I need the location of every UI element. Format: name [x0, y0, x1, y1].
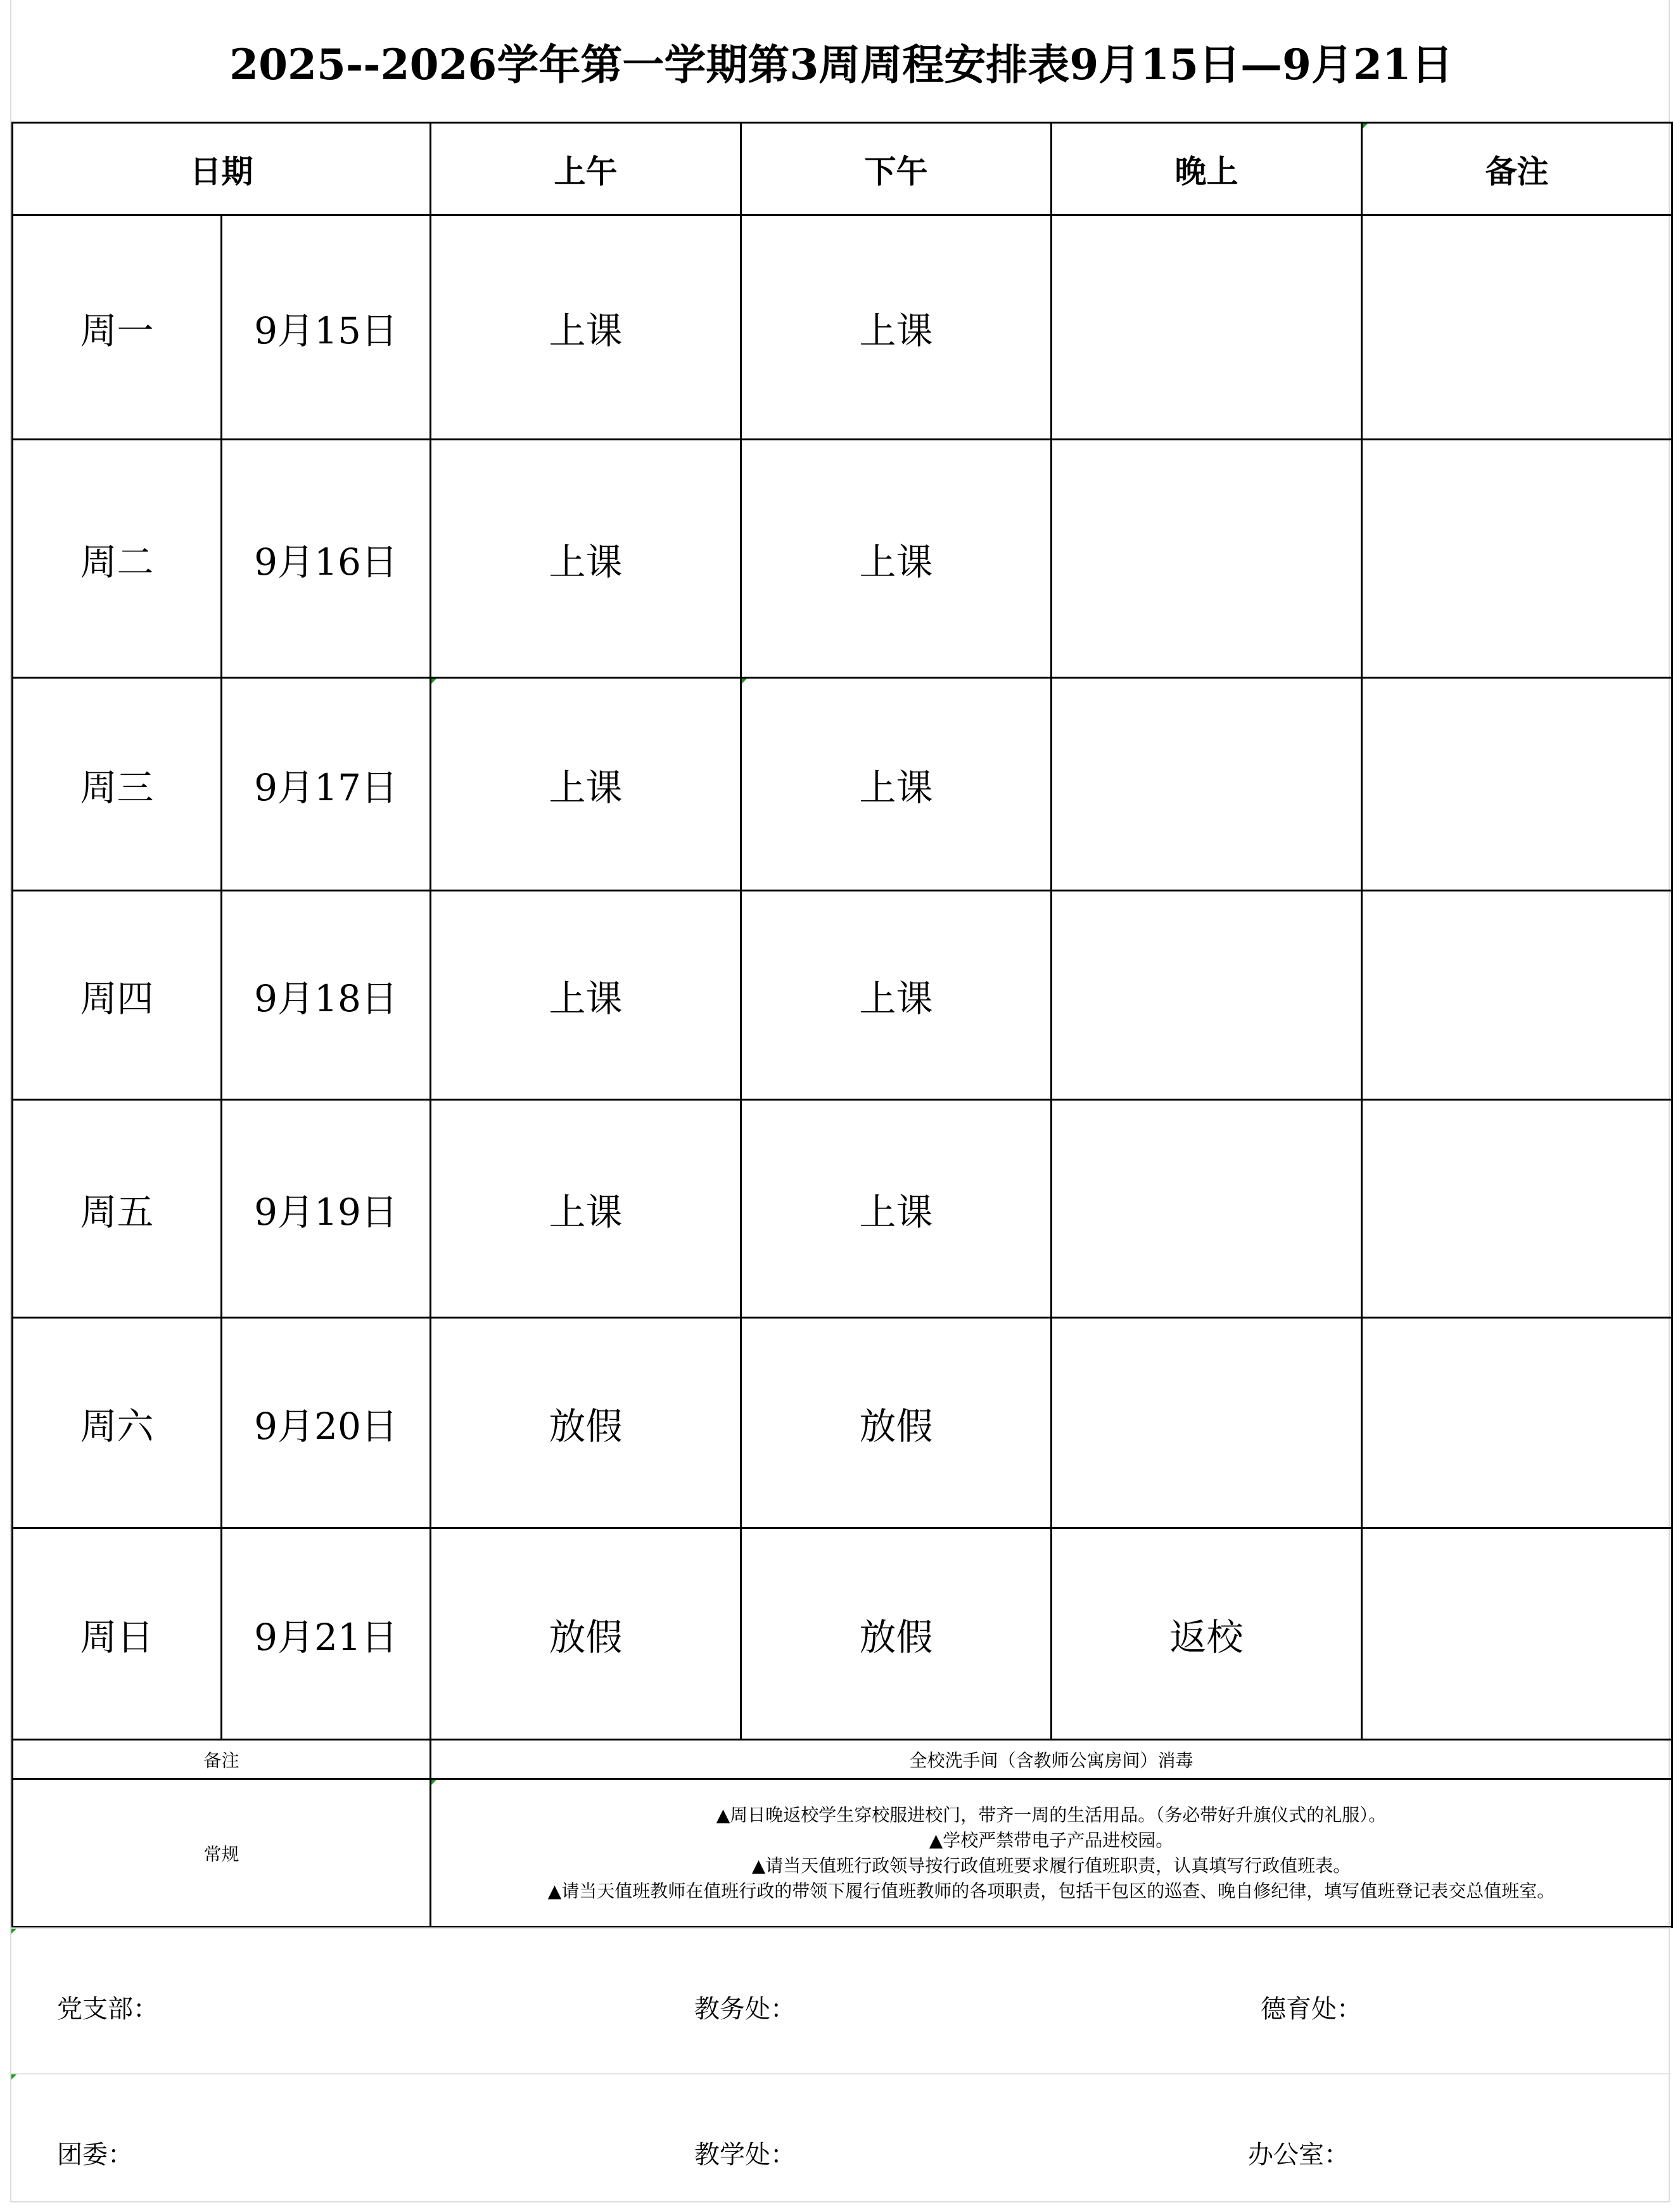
header-evening[interactable]: 晚上	[1052, 123, 1362, 215]
date-cell[interactable]: 9月20日	[222, 1318, 431, 1528]
afternoon-cell[interactable]: 放假	[741, 1528, 1052, 1740]
header-morning[interactable]: 上午	[431, 123, 741, 215]
remarks-cell[interactable]	[1362, 1100, 1672, 1318]
cell-marker	[742, 679, 747, 684]
table-row	[13, 215, 1672, 440]
evening-cell[interactable]	[1052, 440, 1362, 678]
signature-moral-education[interactable]: 德育处：	[1261, 1995, 1362, 2024]
date-cell[interactable]: 9月15日	[222, 215, 431, 440]
rule-line: ▲请当天值班行政领导按行政值班要求履行值班职责，认真填写行政值班表。	[751, 1855, 1351, 1876]
weekday-cell[interactable]: 周六	[13, 1318, 222, 1528]
cell-marker	[11, 1929, 16, 1934]
schedule-sheet	[10, 0, 1670, 2202]
rules-row	[13, 1779, 1672, 1927]
rule-line: ▲周日晚返校学生穿校服进校门，带齐一周的生活用品。（务必带好升旗仪式的礼服）。	[716, 1804, 1387, 1825]
rule-line: ▲学校严禁带电子产品进校园。	[929, 1829, 1174, 1851]
morning-cell[interactable]	[431, 678, 741, 891]
signature-row-1	[11, 1927, 1671, 2074]
remarks-cell[interactable]	[1362, 215, 1672, 440]
evening-cell[interactable]	[1052, 1318, 1362, 1528]
afternoon-cell-text: 上课	[859, 765, 933, 809]
remarks-cell[interactable]	[1362, 1318, 1672, 1528]
table-row	[13, 1528, 1672, 1740]
morning-cell[interactable]: 放假	[431, 1318, 741, 1528]
rules-label[interactable]: 常规	[13, 1779, 431, 1927]
cell-marker	[11, 2074, 16, 2079]
cell-marker	[431, 679, 436, 684]
date-cell[interactable]: 9月21日	[222, 1528, 431, 1740]
morning-cell[interactable]: 上课	[431, 215, 741, 440]
afternoon-cell[interactable]: 上课	[741, 440, 1052, 678]
remarks-cell[interactable]	[1362, 891, 1672, 1100]
signature-academic-affairs[interactable]: 教务处：	[694, 1995, 796, 2024]
header-remarks[interactable]	[1362, 123, 1672, 215]
afternoon-cell[interactable]: 上课	[741, 215, 1052, 440]
signature-youth-league[interactable]: 团委：	[57, 2140, 133, 2169]
afternoon-cell[interactable]	[741, 678, 1052, 891]
remarks-cell[interactable]	[1362, 1528, 1672, 1740]
signature-general-office[interactable]: 办公室：	[1248, 2140, 1349, 2169]
date-cell[interactable]: 9月18日	[222, 891, 431, 1100]
morning-cell-text: 上课	[549, 765, 623, 809]
weekday-cell[interactable]: 周二	[13, 440, 222, 678]
header-row	[13, 123, 1672, 215]
evening-cell[interactable]	[1052, 891, 1362, 1100]
table-row	[13, 891, 1672, 1100]
date-cell[interactable]: 9月16日	[222, 440, 431, 678]
weekday-cell[interactable]: 周一	[13, 215, 222, 440]
remarks-cell[interactable]	[1362, 678, 1672, 891]
notes-label[interactable]: 备注	[13, 1740, 431, 1779]
signature-teaching-office[interactable]: 教学处：	[694, 2140, 796, 2169]
morning-cell[interactable]: 上课	[431, 440, 741, 678]
remarks-cell[interactable]	[1362, 440, 1672, 678]
morning-cell[interactable]: 上课	[431, 891, 741, 1100]
cell-marker	[431, 1780, 436, 1785]
table-row	[13, 1318, 1672, 1528]
morning-cell[interactable]: 放假	[431, 1528, 741, 1740]
afternoon-cell[interactable]: 上课	[741, 1100, 1052, 1318]
afternoon-cell[interactable]: 上课	[741, 891, 1052, 1100]
signature-row-2	[11, 2073, 1671, 2204]
notes-text[interactable]: 全校洗手间（含教师公寓房间）消毒	[431, 1740, 1672, 1779]
header-afternoon[interactable]: 下午	[741, 123, 1052, 215]
rules-list	[431, 1803, 1671, 1904]
date-cell[interactable]: 9月17日	[222, 678, 431, 891]
cell-marker	[1363, 124, 1368, 129]
evening-cell[interactable]	[1052, 215, 1362, 440]
weekday-cell[interactable]: 周五	[13, 1100, 222, 1318]
weekday-cell[interactable]: 周四	[13, 891, 222, 1100]
signature-party-branch[interactable]: 党支部：	[57, 1995, 158, 2024]
table-row	[13, 1100, 1672, 1318]
schedule-table	[11, 122, 1673, 1928]
table-row	[13, 440, 1672, 678]
evening-cell[interactable]: 返校	[1052, 1528, 1362, 1740]
table-row	[13, 678, 1672, 891]
notes-row	[13, 1740, 1672, 1779]
afternoon-cell[interactable]: 放假	[741, 1318, 1052, 1528]
morning-cell[interactable]: 上课	[431, 1100, 741, 1318]
rules-cell[interactable]	[431, 1779, 1672, 1927]
header-date[interactable]: 日期	[13, 123, 431, 215]
weekday-cell[interactable]: 周日	[13, 1528, 222, 1740]
rule-line: ▲请当天值班教师在值班行政的带领下履行值班教师的各项职责，包括干包区的巡查、晚自修纪律，填写值班登记表交总值班室。	[547, 1880, 1555, 1901]
evening-cell[interactable]	[1052, 678, 1362, 891]
header-remarks-label: 备注	[1485, 152, 1549, 190]
evening-cell[interactable]	[1052, 1100, 1362, 1318]
weekday-cell[interactable]: 周三	[13, 678, 222, 891]
date-cell[interactable]: 9月19日	[222, 1100, 431, 1318]
page-title: 2025--2026学年第一学期第3周周程安排表9月15日—9月21日	[229, 39, 1453, 89]
